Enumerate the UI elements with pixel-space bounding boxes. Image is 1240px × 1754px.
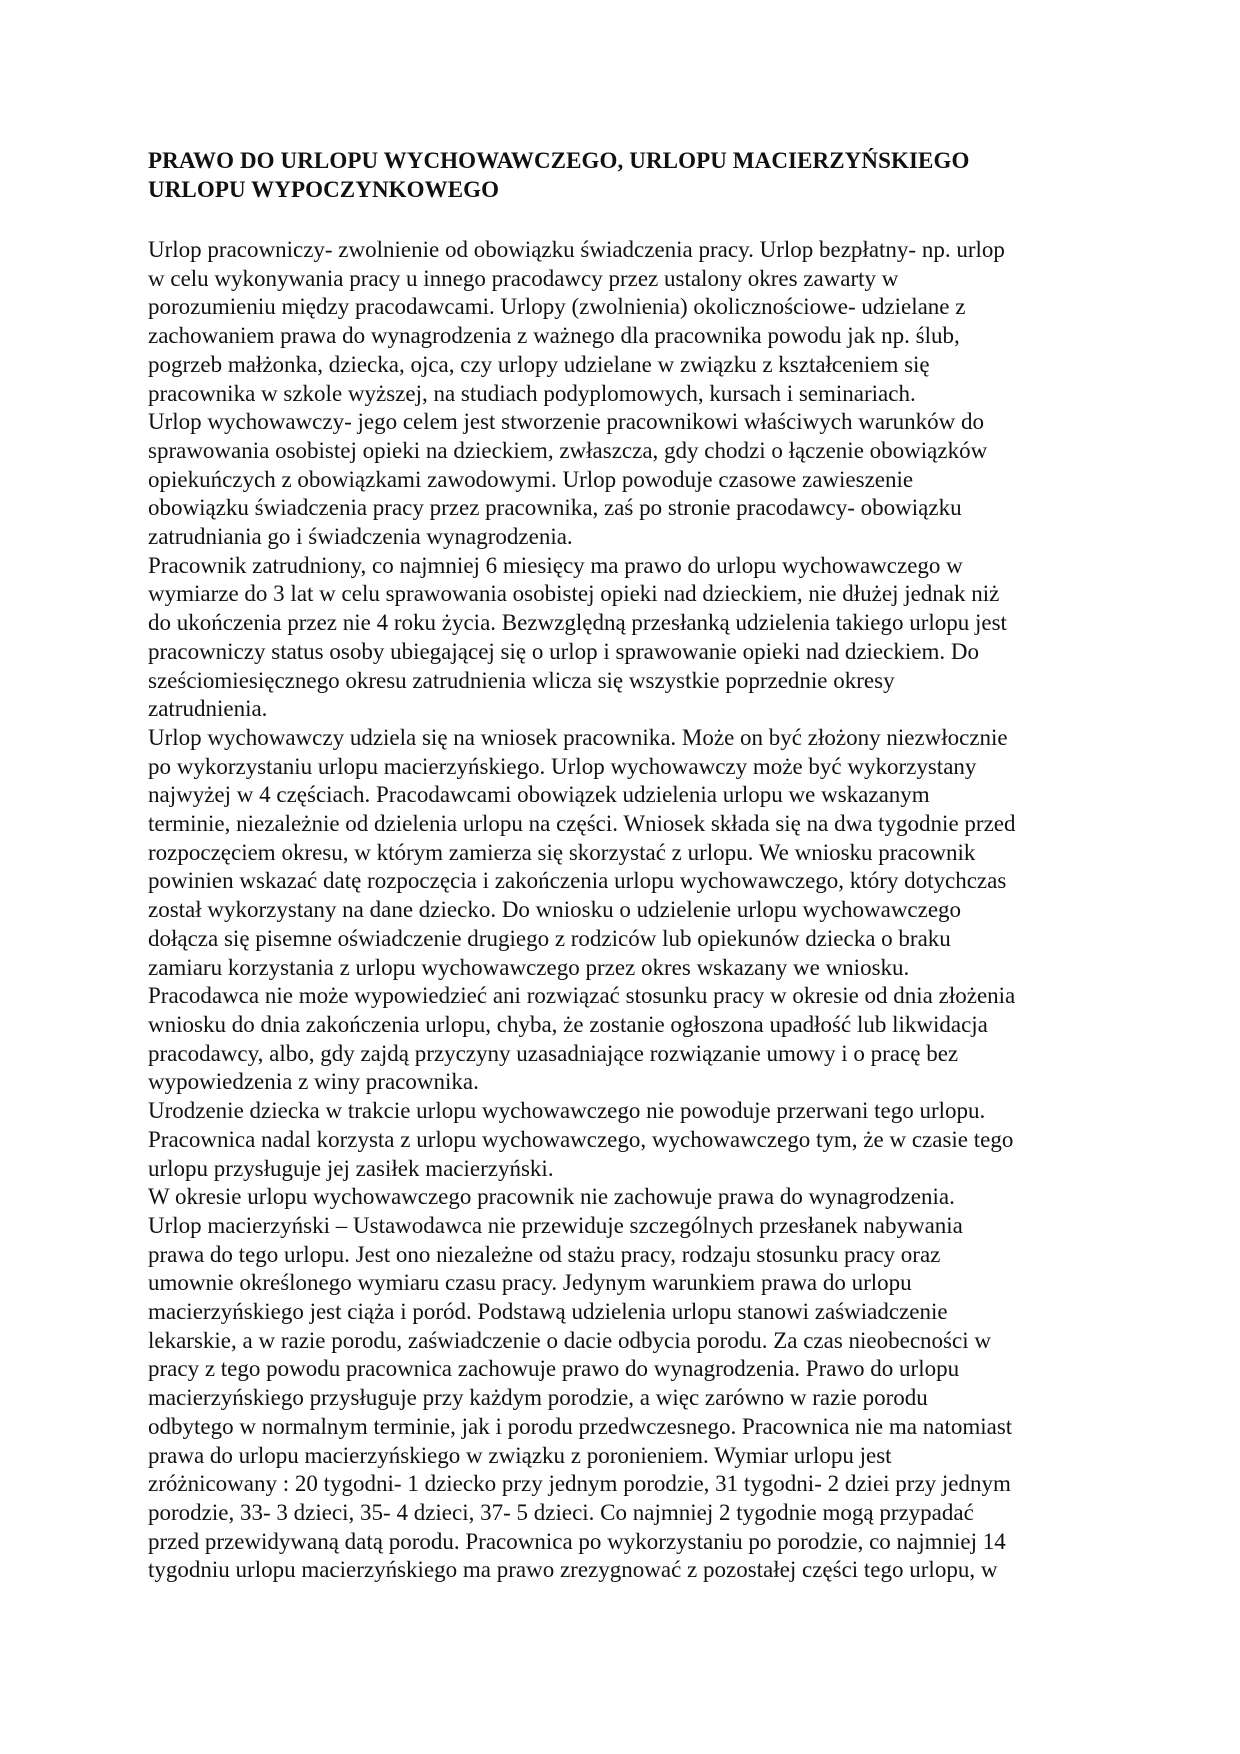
text-line: macierzyńskiego jest ciąża i poród. Podstawą udzielenia urlopu stanowi zaświadczenie xyxy=(148,1299,948,1325)
text-line: zatrudnienia. xyxy=(148,696,268,722)
text-line: Pracodawca nie może wypowiedzieć ani rozwiązać stosunku pracy w okresie od dnia złożenia xyxy=(148,983,1016,1009)
text-line: po wykorzystaniu urlopu macierzyńskiego. Urlop wychowawczy może być wykorzystany xyxy=(148,753,977,779)
document-title xyxy=(148,146,1100,204)
text-line: wypowiedzenia z winy pracownika. xyxy=(148,1069,479,1095)
text-line: prawa do tego urlopu. Jest ono niezależne od stażu pracy, rodzaju stosunku pracy oraz xyxy=(148,1241,941,1267)
text-line: sześciomiesięcznego okresu zatrudnienia wlicza się wszystkie poprzednie okresy xyxy=(148,667,895,693)
text-line: pracownika w szkole wyższej, na studiach podyplomowych, kursach i seminariach. xyxy=(148,380,916,406)
text-line: zróżnicowany : 20 tygodni- 1 dziecko przy jednym porodzie, 31 tygodni- 2 dziei przy jednym xyxy=(148,1471,1011,1497)
text-line: Pracownik zatrudniony, co najmniej 6 miesięcy ma prawo do urlopu wychowawczego w xyxy=(148,552,963,578)
text-line: lekarskie, a w razie porodu, zaświadczenie o dacie odbycia porodu. Za czas nieobecności w xyxy=(148,1327,991,1353)
text-line: najwyżej w 4 częściach. Pracodawcami obowiązek udzielenia urlopu we wskazanym xyxy=(148,782,930,808)
text-line: pogrzeb małżonka, dziecka, ojca, czy urlopy udzielane w związku z kształceniem się xyxy=(148,351,930,377)
text-line: zamiaru korzystania z urlopu wychowawczego przez okres wskazany we wniosku. xyxy=(148,954,910,980)
text-line: zatrudniania go i świadczenia wynagrodzenia. xyxy=(148,524,573,550)
text-line: w celu wykonywania pracy u innego pracodawcy przez ustalony okres zawarty w xyxy=(148,265,899,291)
text-line: terminie, niezależnie od dzielenia urlopu na części. Wniosek składa się na dwa tygodnie przed xyxy=(148,811,1016,837)
text-line: W okresie urlopu wychowawczego pracownik nie zachowuje prawa do wynagrodzenia. xyxy=(148,1184,955,1210)
text-line: urlopu przysługuje jej zasiłek macierzyński. xyxy=(148,1155,554,1181)
text-line: zachowaniem prawa do wynagrodzenia z ważnego dla pracownika powodu jak np. ślub, xyxy=(148,323,960,349)
text-line: sprawowania osobistej opieki na dzieckiem, zwłaszcza, gdy chodzi o łączenie obowiązków xyxy=(148,437,988,463)
text-line: Urlop macierzyński – Ustawodawca nie przewiduje szczególnych przesłanek nabywania xyxy=(148,1212,963,1238)
text-line: Urlop wychowawczy- jego celem jest stworzenie pracownikowi właściwych warunków do xyxy=(148,409,985,435)
text-line: opiekuńczych z obowiązkami zawodowymi. Urlop powoduje czasowe zawieszenie xyxy=(148,466,914,492)
document-body xyxy=(148,236,1100,1585)
title-line: PRAWO DO URLOPU WYCHOWAWCZEGO, URLOPU MACIERZYŃSKIEGO xyxy=(148,148,970,173)
text-line: przed przewidywaną datą porodu. Pracownica po wykorzystaniu po porodzie, co najmniej 14 xyxy=(148,1528,1006,1554)
text-line: obowiązku świadczenia pracy przez pracownika, zaś po stronie pracodawcy- obowiązku xyxy=(148,495,962,521)
text-line: pracowniczy status osoby ubiegającej się o urlop i sprawowanie opieki nad dzieckiem. Do xyxy=(148,638,979,664)
text-line: porodzie, 33- 3 dzieci, 35- 4 dzieci, 37- 5 dzieci. Co najmniej 2 tygodnie mogą przypadać xyxy=(148,1499,974,1525)
text-line: odbytego w normalnym terminie, jak i porodu przedwczesnego. Pracownica nie ma natomiast xyxy=(148,1413,1013,1439)
text-line: prawa do urlopu macierzyńskiego w związku z poronieniem. Wymiar urlopu jest xyxy=(148,1442,892,1468)
text-line: rozpoczęciem okresu, w którym zamierza się skorzystać z urlopu. We wniosku pracownik xyxy=(148,839,976,865)
text-line: został wykorzystany na dane dziecko. Do wniosku o udzielenie urlopu wychowawczego xyxy=(148,897,962,923)
text-line: tygodniu urlopu macierzyńskiego ma prawo zrezygnować z pozostałej części tego urlopu, w xyxy=(148,1557,998,1583)
title-line: URLOPU WYPOCZYNKOWEGO xyxy=(148,177,500,202)
text-line: powinien wskazać datę rozpoczęcia i zakończenia urlopu wychowawczego, który dotychczas xyxy=(148,868,1007,894)
text-line: dołącza się pisemne oświadczenie drugiego z rodziców lub opiekunów dziecka o braku xyxy=(148,925,951,951)
text-line: porozumieniu między pracodawcami. Urlopy (zwolnienia) okolicznościowe- udzielane z xyxy=(148,294,966,320)
text-line: Urlop pracowniczy- zwolnienie od obowiązku świadczenia pracy. Urlop bezpłatny- np. urlop xyxy=(148,237,1005,262)
text-line: Urlop wychowawczy udziela się na wniosek pracownika. Może on być złożony niezwłocznie xyxy=(148,724,1008,750)
text-line: Urodzenie dziecka w trakcie urlopu wychowawczego nie powoduje przerwani tego urlopu. xyxy=(148,1098,986,1124)
text-line: macierzyńskiego przysługuje przy każdym porodzie, a więc zarówno w razie porodu xyxy=(148,1385,928,1411)
text-line: pracy z tego powodu pracownica zachowuje prawo do wynagrodzenia. Prawo do urlopu xyxy=(148,1356,960,1382)
text-line: Pracownica nadal korzysta z urlopu wychowawczego, wychowawczego tym, że w czasie tego xyxy=(148,1126,1014,1152)
text-line: do ukończenia przez nie 4 roku życia. Bezwzględną przesłanką udzielenia takiego urlopu jest xyxy=(148,610,1007,636)
text-line: wniosku do dnia zakończenia urlopu, chyba, że zostanie ogłoszona upadłość lub likwidacja xyxy=(148,1011,988,1037)
text-line: umownie określonego wymiaru czasu pracy. Jedynym warunkiem prawa do urlopu xyxy=(148,1270,912,1296)
text-line: pracodawcy, albo, gdy zajdą przyczyny uzasadniające rozwiązanie umowy i o pracę bez xyxy=(148,1040,959,1066)
document-page xyxy=(148,146,1100,1585)
text-line: wymiarze do 3 lat w celu sprawowania osobistej opieki nad dzieckiem, nie dłużej jednak niż xyxy=(148,581,1000,607)
